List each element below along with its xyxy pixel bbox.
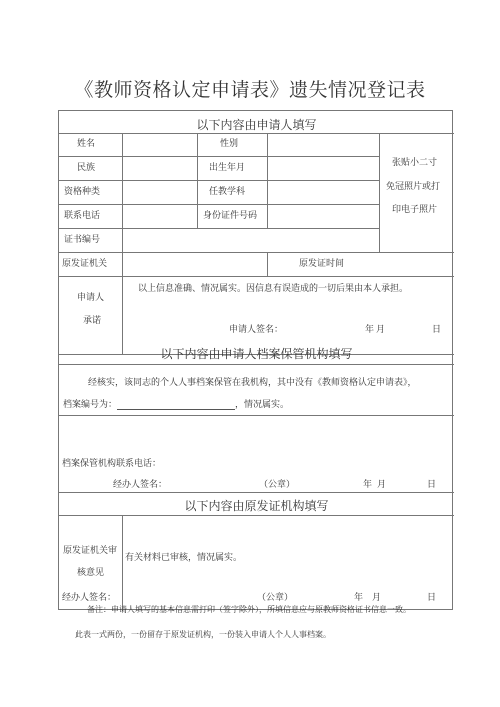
divider bbox=[59, 204, 379, 205]
verification-statement: 经核实，该同志的个人人事档案保管在我机构，其中没有《教师资格认定申请表》， bbox=[88, 378, 417, 388]
day-label: 日 bbox=[427, 480, 437, 490]
official-seal-label: （公章） bbox=[259, 480, 296, 490]
year-label: 年 bbox=[354, 593, 364, 603]
month-label: 月 bbox=[372, 593, 382, 603]
archive-number-label: 档案编号为： bbox=[63, 400, 118, 410]
qualification-type-label: 资格种类 bbox=[64, 187, 101, 197]
month-label: 月 bbox=[377, 480, 387, 490]
divider bbox=[379, 133, 380, 252]
year-label: 年 bbox=[363, 480, 373, 490]
month-label: 月 bbox=[376, 325, 386, 335]
archive-number-suffix: ，情况属实。 bbox=[235, 400, 290, 410]
section3-heading: 以下内容由原发证机构填写 bbox=[184, 499, 329, 513]
archive-contact-phone-label: 档案保管机构联系电话： bbox=[62, 459, 162, 469]
form-title: 《教师资格认定申请表》遗失情况登记表 bbox=[74, 79, 426, 101]
divider bbox=[59, 180, 379, 181]
divider bbox=[59, 252, 454, 253]
pledge-statement: 以上信息准确、情况属实。因信息有误造成的一切后果由本人承担。 bbox=[138, 284, 409, 294]
divider bbox=[59, 276, 454, 277]
handler-signature-label: 经办人签名： bbox=[62, 593, 117, 603]
divider bbox=[267, 133, 268, 228]
phone-label: 联系电话 bbox=[64, 211, 101, 221]
issue-time-label: 原发证时间 bbox=[299, 259, 345, 269]
pledge-label-line2: 承诺 bbox=[83, 316, 102, 326]
handler-signature-label: 经办人签名： bbox=[113, 480, 168, 490]
divider bbox=[197, 133, 198, 228]
divider bbox=[59, 515, 454, 516]
ethnicity-label: 民族 bbox=[77, 163, 96, 173]
section2-heading: 以下内容由申请人档案保管机构填写 bbox=[160, 347, 353, 361]
review-opinion-label-line2: 核意见 bbox=[77, 568, 105, 578]
archive-number-blank bbox=[117, 400, 235, 410]
photo-instruction-line1: 张贴小二寸 bbox=[392, 158, 438, 168]
official-seal-label: （公章） bbox=[257, 593, 294, 603]
applicant-signature-label: 申请人签名： bbox=[229, 325, 284, 335]
divider bbox=[59, 364, 454, 365]
registration-form-table bbox=[58, 110, 453, 610]
pledge-label-line1: 申请人 bbox=[77, 293, 105, 303]
divider bbox=[59, 133, 454, 134]
divider bbox=[59, 228, 379, 229]
id-number-label: 身份证件号码 bbox=[203, 211, 258, 221]
section1-heading: 以下内容由申请人填写 bbox=[196, 118, 317, 132]
photo-instruction-line3: 印电子照片 bbox=[392, 205, 438, 215]
divider bbox=[267, 252, 268, 276]
divider bbox=[59, 156, 379, 157]
name-label: 姓名 bbox=[77, 139, 96, 149]
issuing-authority-label: 原发证机关 bbox=[62, 259, 108, 269]
year-label: 年 bbox=[365, 325, 375, 335]
divider bbox=[122, 133, 123, 354]
footnote-2: 此表一式两份，一份留存于原发证机构，一份装入申请人个人人事档案。 bbox=[75, 630, 331, 639]
photo-instruction-line2: 免冠照片或打 bbox=[386, 182, 441, 192]
divider bbox=[59, 492, 454, 493]
review-opinion-label-line1: 原发证机关审 bbox=[63, 546, 118, 556]
review-opinion-text: 有关材料已审核，情况属实。 bbox=[125, 553, 243, 563]
gender-label: 性别 bbox=[220, 139, 239, 149]
certificate-number-label: 证书编号 bbox=[64, 235, 101, 245]
footnote-1: 备注：申请人填写的基本信息需打印（签字除外），所填信息应与原教师资格证书信息一致。 bbox=[87, 605, 411, 614]
day-label: 日 bbox=[427, 593, 437, 603]
day-label: 日 bbox=[432, 325, 442, 335]
birth-date-label: 出生年月 bbox=[209, 163, 246, 173]
subject-label: 任教学科 bbox=[209, 187, 246, 197]
divider bbox=[59, 415, 454, 416]
divider bbox=[122, 515, 123, 611]
archive-number-row bbox=[63, 400, 289, 410]
